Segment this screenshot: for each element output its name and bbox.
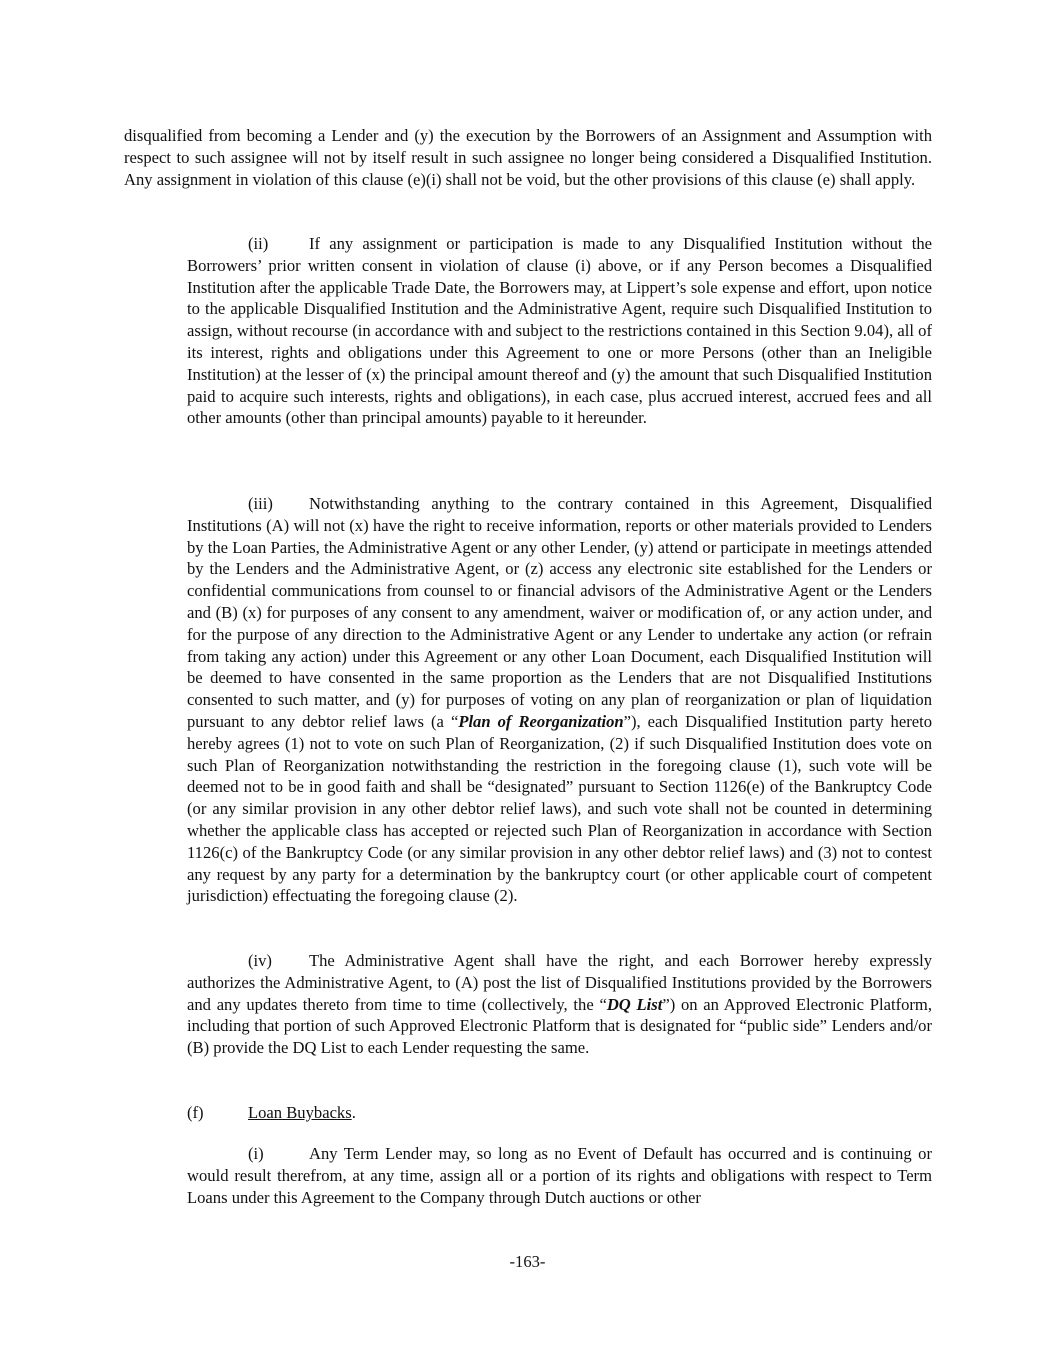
clause-text: The Administrative Agent shall have the right, and each Borrower hereby expressly authorizes the Administrative Agent, to (A) post the list of Disqualified Institutions provided by the Borrowers and any updates thereto from time to time (collectively, the “ [187,951,932,1014]
defined-term: Plan of Reorganization [458,711,624,731]
paragraph-ii [187,233,932,429]
clause-number: (i) [248,1144,264,1163]
paragraph-iii [187,493,932,907]
clause-text-continued: ”), each Disqualified Institution party hereto hereby agrees (1) not to vote on such Plan of Reorganization, (2) if such Disqualified Institution does vote on such Plan of Reorganization notwithstanding the restriction in the foregoing clause (1), such vote will be deemed not to be in good faith and shall be “designated” pursuant to Section 1126(e) of the Bankruptcy Code (or any similar provision in any other debtor relief laws), and such vote shall not be counted in determining whether the applicable class has accepted or rejected such Plan of Reorganization in accordance with Section 1126(c) of the Bankruptcy Code (or any similar provision in any other debtor relief laws) and (3) not to contest any request by any party for a determination by the bankruptcy court (or other applicable court of competent jurisdiction) effectuating the foregoing clause (2). [187,711,932,906]
clause-number: (ii) [248,234,269,253]
page-number: -163- [509,1252,546,1271]
clause-number: (iii) [248,494,273,513]
clause-number: (iv) [248,951,272,970]
paragraph-iv [187,950,932,1059]
section-label: (f) [187,1103,204,1122]
section-title: Loan Buybacks [248,1103,352,1122]
clause-text: Notwithstanding anything to the contrary contained in this Agreement, Disqualified Institutions (A) will not (x) have the right to receive information, reports or other materials provided to Lenders by the Loan Parties, the Administrative Agent or any other Lender, (y) attend or participate in meetings attended by the Lenders and the Administrative Agent, or (z) access any electronic site established for the Lenders or confidential communications from counsel to or financial advisors of the Administrative Agent or the Lenders and (B) (x) for purposes of any consent to any amendment, waiver or modification of, or any action under, and for the purpose of any direction to the Administrative Agent or any Lender to undertake any action (or refrain from taking any action) under this Agreement or any other Loan Document, each Disqualified Institution will be deemed to have consented in the same proportion as the Lenders that are not Disqualified Institutions consented to such matter, and (y) for purposes of voting on any plan of reorganization or plan of liquidation pursuant to any debtor relief laws (a “ [187,494,932,731]
section-heading-f [187,1102,356,1124]
paragraph-continuation: disqualified from becoming a Lender and (y) the execution by the Borrowers of an Assignment and Assumption with respect to such assignee will not by itself result in such assignee no longer being considered a Disqualified Institution. Any assignment in violation of this clause (e)(i) shall not be void, but the other provisions of this clause (e) shall apply. [124,126,932,189]
clause-text-continued: ”) on an Approved Electronic Platform, including that portion of such Approved Electronic Platform that is designated for “public side” Lenders and/or (B) provide the DQ List to each Lender requesting the same. [187,994,932,1058]
defined-term: DQ List [606,994,663,1014]
paragraph-f-i [187,1143,932,1208]
clause-text: Any Term Lender may, so long as no Event of Default has occurred and is continuing or would result therefrom, at any time, assign all or a portion of its rights and obligations with respect to Term Loans under this Agreement to the Company through Dutch auctions or other [187,1144,932,1207]
clause-text: If any assignment or participation is made to any Disqualified Institution without the Borrowers’ prior written consent in violation of clause (i) above, or if any Person becomes a Disqualified Institution after the applicable Trade Date, the Borrowers may, at Lippert’s sole expense and effort, upon notice to the applicable Disqualified Institution and the Administrative Agent, require such Disqualified Institution to assign, without recourse (in accordance with and subject to the restrictions contained in this Section 9.04), all of its interest, rights and obligations under this Agreement to one or more Persons (other than an Ineligible Institution) at the lesser of (x) the principal amount thereof and (y) the amount that such Disqualified Institution paid to acquire such interests, rights and obligations), in each case, plus accrued interest, accrued fees and all other amounts (other than principal amounts) payable to it hereunder. [187,234,932,428]
section-title-period: . [351,1103,356,1122]
